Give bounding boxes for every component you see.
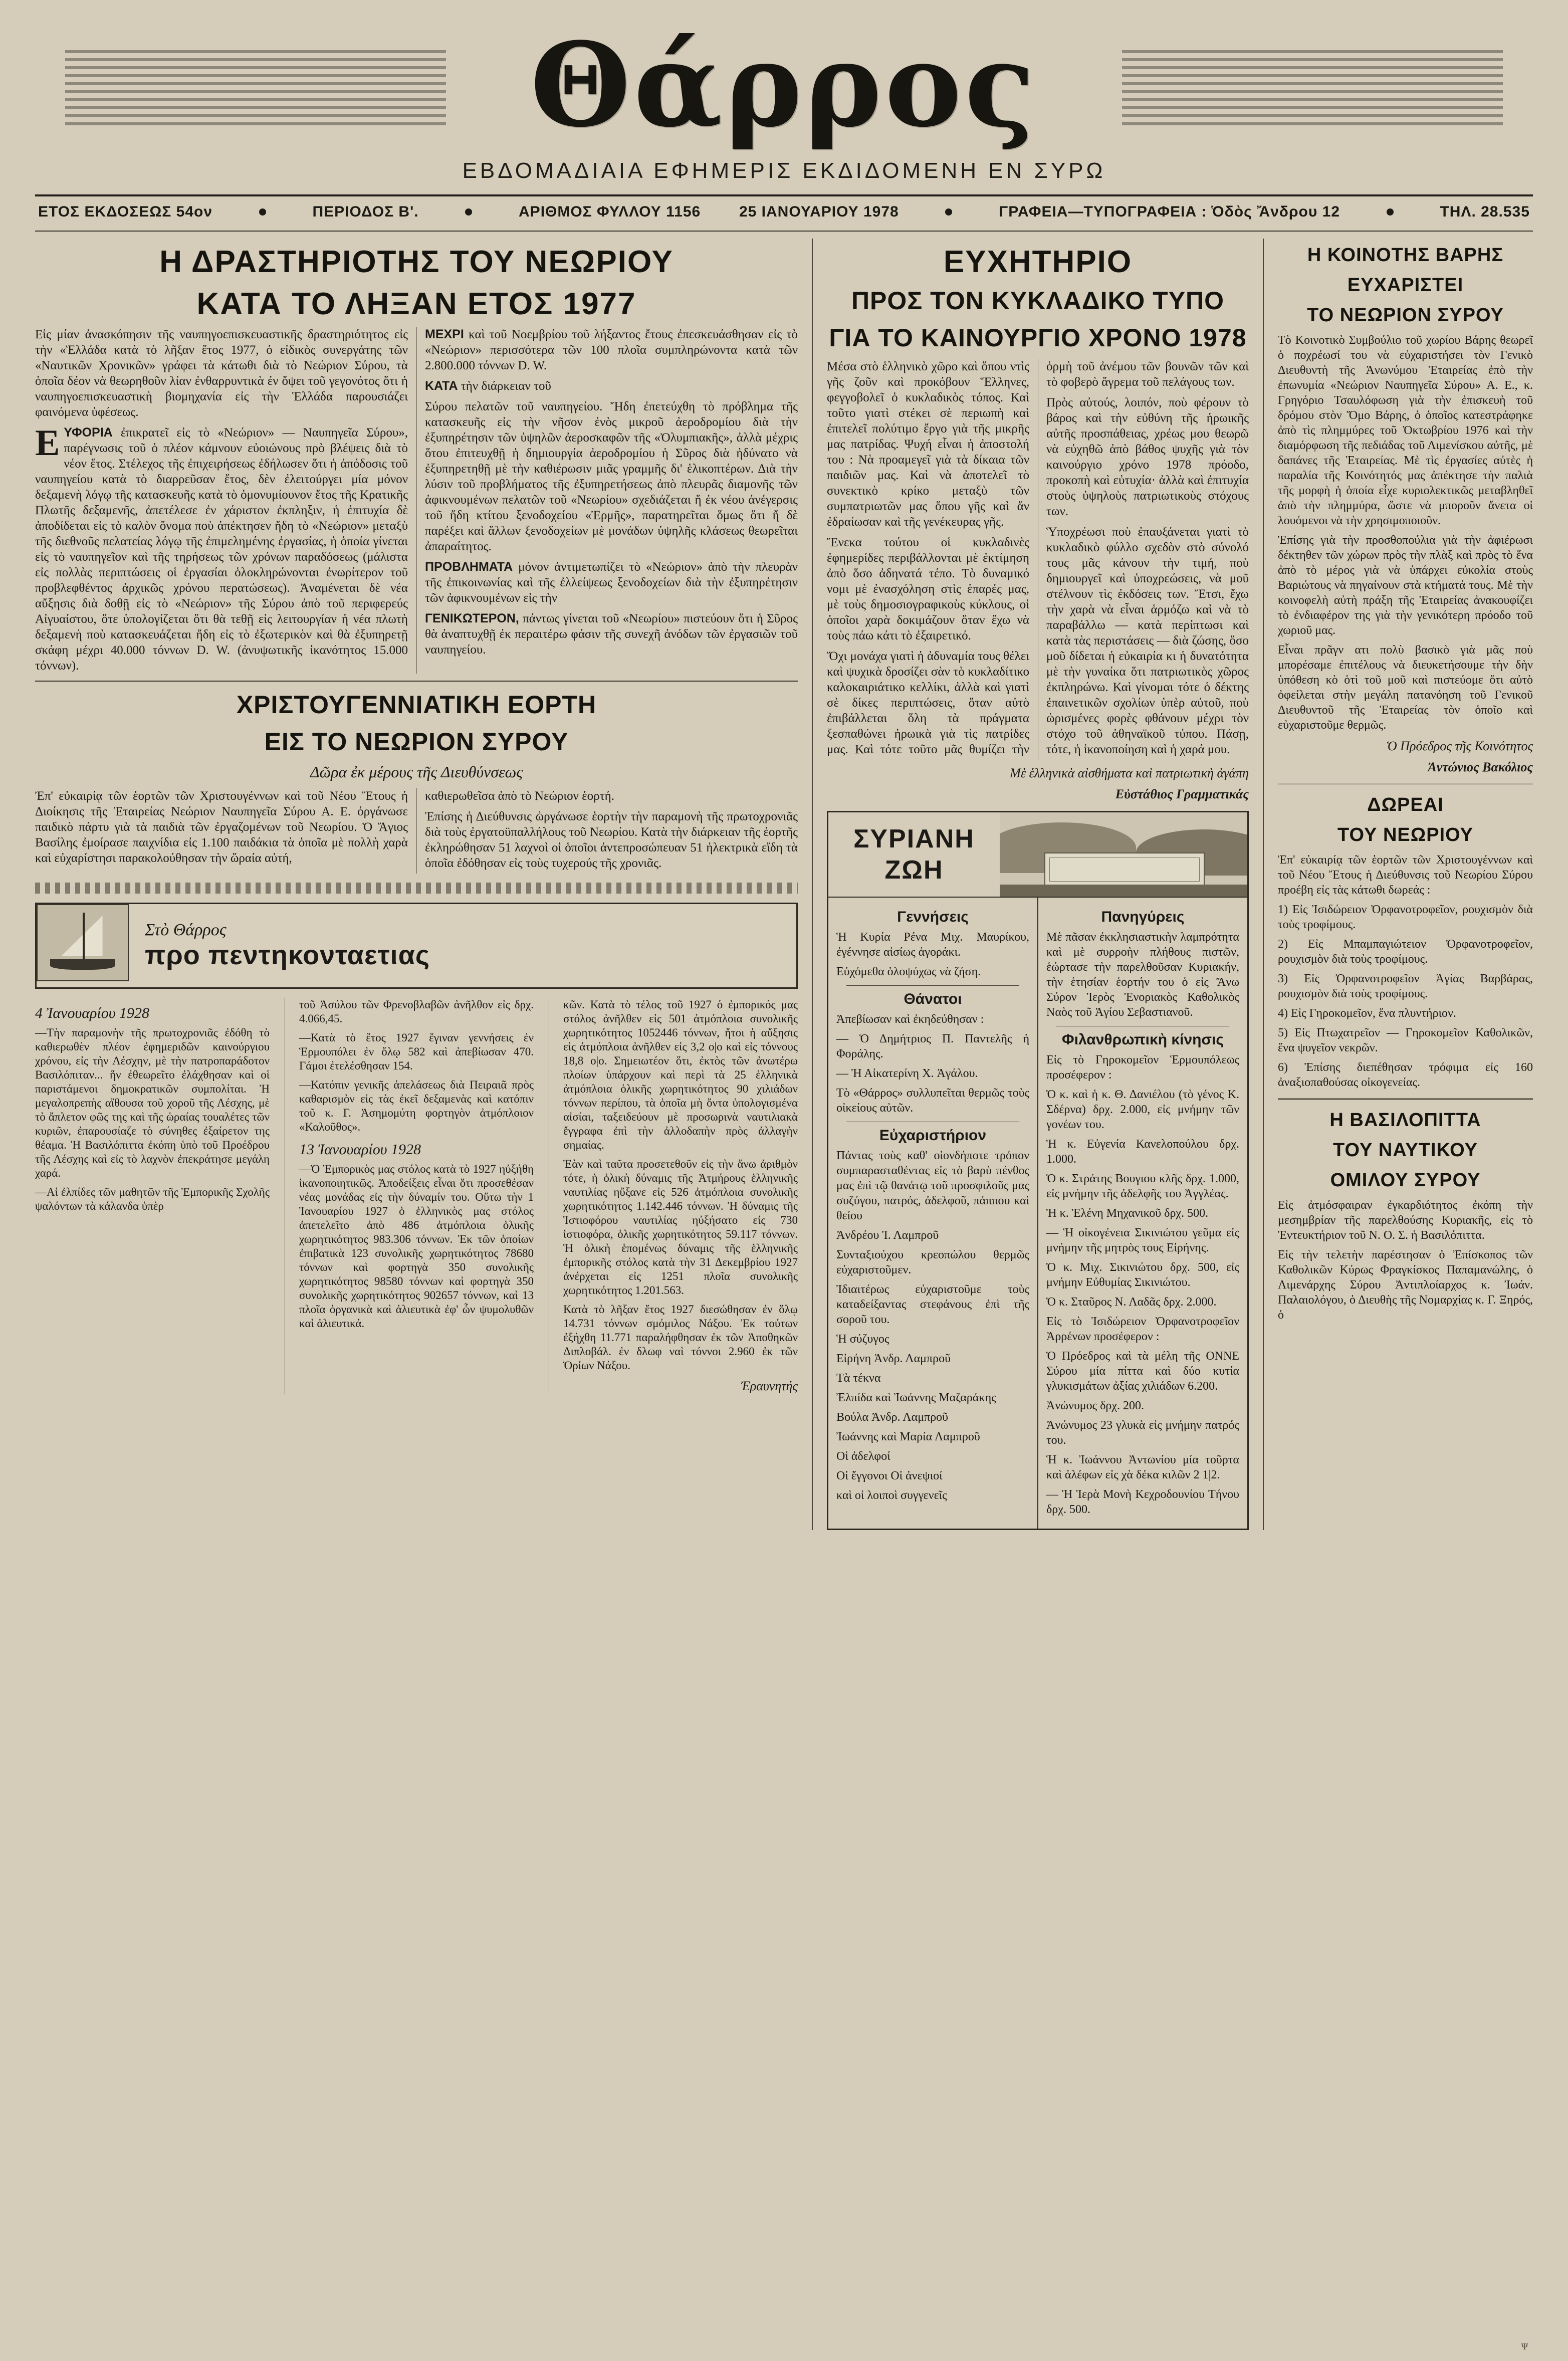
thanks-p1: Πάντας τοὺς καθ' οἱονδήποτε τρόπον συμπαρασταθέντας εἰς τὸ βαρὺ πένθος μας ἐπὶ τῷ θανάτῳ τοῦ προσφιλοῦς μας συζύγου, πατρός, ἀδελφοῦ, πάππου καὶ θείου <box>836 1149 1029 1222</box>
charity-p12: Ἀνώνυμος 23 γλυκὰ εἰς μνήμην πατρός του. <box>1046 1419 1239 1447</box>
thanks-p10: Ἰωάννης καὶ Μαρία Λαμπροῦ <box>836 1430 980 1443</box>
charity-p3: Ἡ κ. Εὐγενία Κανελοπούλου δρχ. 1.000. <box>1046 1138 1239 1166</box>
charity-head: Φιλανθρωπικὴ κίνησις <box>1062 1031 1224 1048</box>
retro-c1-p1: —Τὴν παραμονὴν τῆς πρωτοχρονιᾶς ἐδόθη τὸ καθιερωθὲν πλέον ἐφημεριδῶν καινούργιου χρόνου, εἰς τὴν Λέσχην, μὲ τὴν πατροπαράδοτον Βασιλόπιταν... ἥν ἐθεωρεῖτο ἐλάχθησαν καὶ οἱ παριστάμενοι δημοκρατικῶν συμπολίται. Ἡ μεγαλοπρεπὴς αἴθουσα τοῦ χοροῦ τῆς Λέσχης, μὲ τὸ ἄπλετον φῶς της καὶ τῆς ὡραίας τουαλέτες τῶν κυριῶν, ἐπαρουσίαζε τὸ σύνηθες ἐξαίρετον της θέαμα. Ἡ Βασιλόπιττα ἐκόπη ὑπὸ τοῦ Προέδρου τῆς Λέσχης καὶ εἰς τὸ λαχνὸν ἐπεκράτησε μεγάλη χαρά. <box>35 1026 270 1179</box>
lead-headline-line2: ΚΑΤΑ ΤΟ ΛΗΞΑΝ ΕΤΟΣ 1977 <box>196 287 636 321</box>
fairs-p1: Μὲ πᾶσαν ἐκκλησιαστικὴν λαμπρότητα καὶ μὲ συρροὴν πλήθους πιστῶν, ἑώρτασε τὴν παρελθοῦσαν Κυριακήν, τὴν ἑτησίαν ἑορτήν του ὁ εἰς Ἄνω Σύρον Ἱερὸς Ἐνοριακὸς Καθολικὸς Ναὸς τοῦ Ἁγίου Σεβαστιανοῦ. <box>1046 931 1239 1019</box>
newspaper-subtitle: ΕΒΔΟΜΑΔΙΑΙΑ ΕΦΗΜΕΡΙΣ ΕΚΔΙΔΟΜΕΝΗ ΕΝ ΣΥΡΩ <box>462 158 1106 183</box>
donation-item: 6) Ἐπίσης διεπέθησαν τρόφιμα εἰς 160 ἀναξιοπαθούσας οἰκογενείας. <box>1278 1061 1533 1089</box>
wishes-p2: Ἔνεκα τούτου οἱ κυκλαδινὲς ἐφημερίδες περιβάλλονται μὲ ἐκτίμηση ἀπὸ ὅσο ἀδηνατά τέπο. Τὸ δυναμικό νομι μὲ ἐνασχόληση στὶς ἑπαρές μας, μὲ τοὺς δημοσιογραφικοὺς κύκλους, οἱ ὁποῖοι χαρὰ δοκιμάζουν ὅταν ἔχω νὰ τοὺς πάω κάτι τὸ ἐξαιρετικό. <box>827 536 1029 642</box>
thanks-p4: Ἰδιαιτέρως εὐχαριστοῦμε τοὺς καταδείξαντας στεφάνους ἐπὶ τῆς σοροῦ του. <box>836 1283 1029 1326</box>
charity-p5: Ἡ κ. Ἑλένη Μηχανικοῦ δρχ. 500. <box>1046 1207 1209 1220</box>
lead-p2 <box>35 422 408 674</box>
lead-p4-text: τὴν διάρκειαν τοῦ <box>461 379 551 393</box>
syriani-zoi-section <box>827 811 1249 1530</box>
lead-headline-line1: Η ΔΡΑΣΤΗΡΙΟΤΗΣ ΤΟΥ ΝΕΩΡΙΟΥ <box>159 245 674 279</box>
donation-item: 1) Εἰς Ἰσιδώρειον Ὀρφανοτροφεῖον, ρουχισμὸν διὰ τοὺς τροφίμους. <box>1278 903 1533 931</box>
thanks-p11: Οἱ ἀδελφοί <box>836 1450 890 1463</box>
wishes-p5: Ὑποχρέωσι ποὺ ἐπαυξάνεται γιατὶ τὸ κυκλαδικὸ φύλλο σχεδὸν στὸ σύνολό τους μᾶς κάνουν τὴν τιμή, ποὺ δημιουργεῖ καὶ ὑποχρεώσεις, νὰ μοῦ στέλνουν τὶς ἐκδόσεις των. Ἔτσι, ἔχω τὴν χαρὰ νὰ εἶναι ἁρμόζω καὶ νὰ τὸ παραβάλλω — κατὰ περίπτωσι καὶ κατὰ τὰς περιστάσεις — διὰ ζώσης, ὅσο μοῦ δίδεται ἡ εὐκαιρία κι ἡ δυνατότητα μὲ τὴν γυναίκα ὅτι πατριωτικὸς χῶρος ἐκπληρώνω. Καὶ γίνομαι τότε ὁ δέκτης ἐπαινετικῶν σχολίων ὑπὲρ αὐτοῦ, ποὺ ὡρισμένες φορὲς φθάνουν μέχρι τὸν στόχο τοῦ ἀθηναϊκοῦ τύπου. Πάσῃ, τότε, ἡ ἱκανοποίηση καὶ ἡ χαρά μου. <box>1046 525 1249 756</box>
wishes-sign-line: Μὲ ἑλληνικὰ αἰσθήματα καὶ πατριωτικὴ ἀγάπη <box>1010 766 1249 780</box>
lead-p3-label: ΜΕΧΡΙ <box>425 327 464 341</box>
donation-item: 3) Εἰς Ὀρφανοτροφεῖον Ἁγίας Βαρβάρας, ρουχισμὸν διὰ τοὺς τροφίμους. <box>1278 972 1533 1000</box>
main-content <box>35 239 1533 1530</box>
issue-period: ΠΕΡΙΟΔΟΣ Β'. <box>312 203 419 220</box>
christmas-subhead: Δῶρα ἐκ μέρους τῆς Διευθύνσεως <box>310 763 523 781</box>
thanks-p3: Συνταξιούχου κρεοπώλου θερμῶς εὐχαριστοῦμεν. <box>836 1248 1029 1276</box>
sailing-ship-icon <box>37 904 129 981</box>
retro-col-2 <box>285 998 534 1394</box>
charity-p1: Εἰς τὸ Γηροκομεῖον Ἑρμουπόλεως προσέφερον : <box>1046 1053 1239 1082</box>
syriani-title-line1: ΣΥΡΙΑΝΗ <box>853 824 975 853</box>
thanks-p9: Βούλα Ἀνδρ. Λαμπροῦ <box>836 1411 949 1424</box>
lead-p7-label: ΓΕΝΙΚΩΤΕΡΟΝ, <box>425 611 519 625</box>
retro-date-2: 13 Ἰανουαρίου 1928 <box>299 1141 421 1158</box>
wishes-p3: Ὅχι μονάχα γιατὶ ἡ ἀδυναμία τους θέλει καὶ ψυχικὰ δροσίζει σὰν τὸ κυκλαδίτικο καλοκαιριάτικο κελλίκι, ἀλλὰ καὶ γιατὶ σὲ δίκες περιπτώσεις, ὅταν αὐτὸ ἐπιβάλλεται ὅλη τὰ πράγματα ξεσπαθώνει ἡρωικὰ γιὰ τὶς πατρίδες μας. Καὶ τότε τοῦτο μᾶς θυμίζει τὴν ὁρμὴ τοῦ ἀνέμου τῶν βουνῶν τῶν καὶ τὸ φοβερὸ ἄγρεμα τοῦ πελάγους των. <box>827 360 1249 756</box>
masthead-rule-thin <box>35 231 1533 232</box>
retro-c3-p3: Κατὰ τὸ λῆξαν ἔτος 1927 διεσώθησαν ἐν ὅλῳ 14.731 τόννων σμόμιλος Νάξου. Ἐκ τούτων ἐξήχθη 11.771 παραλήφθησαν ἐκ τῶν Ἀποθηκῶν Διπλοβάλ. ἐν δλωφ ναὶ τόννοι 2.960 ἐκ τῶν Ὁρίων Νάξου. <box>563 1303 798 1372</box>
deaths-p3: — Ἡ Αἰκατερίνη Χ. Ἀγάλου. <box>836 1067 978 1080</box>
thanks-p8: Ἐλπίδα καὶ Ἰωάννης Μαζαράκης <box>836 1391 996 1404</box>
varis-signature-name: Ἀντώνιος Βακόλιος <box>1428 760 1533 774</box>
wishes-p1: Μέσα στὸ ἑλληνικὸ χῶρο καὶ ὅπου ντὶς γῆς ζοῦν καὶ προκόβουν Ἕλληνες, φεγγοβολεῖ ὁ κυκλαδικὸς τόπος. Καὶ τοῦτο γιατὶ στέκει σὲ περιωπὴ καὶ ἐπιτελεῖ πολύτιμο ἔργο γιὰ τῆς μικρῆς μας πατρίδας. Ψυχή εἶναι ἡ ἀποστολή του : Νὰ προαμεγεῖ γιὰ τὰ δίκαια τῶν παιδιῶν μας. Καὶ νὰ ἀποτελεῖ τὸ συνεκτικὸ κρίκο μεταξὺ τῶν συμπατριωτῶν μας ὅπου γῆς καὶ ἄν ἐδραίωσαν καὶ τῆς γενέκευρας γῆς. <box>827 360 1029 529</box>
column-left <box>35 239 812 1530</box>
wishes-headline-line3: ΓΙΑ ΤΟ ΚΑΙΝΟΥΡΓΙΟ ΧΡΟΝΟ 1978 <box>829 324 1247 352</box>
donation-item: 5) Εἰς Πτωχατρεῖον — Γηροκομεῖον Καθολικῶν, ἕνα ψυγεῖον νεκρῶν. <box>1278 1026 1533 1054</box>
thanks-p2: Ἀνδρέου Ἰ. Λαμπροῦ <box>836 1229 939 1242</box>
charity-p6: — Ἡ οἰκογένεια Σικινιώτου γεῦμα εἰς μνήμην τῆς μητρὸς τους Εἰρήνης. <box>1046 1226 1239 1254</box>
masthead <box>35 20 1533 185</box>
bullet-icon <box>465 208 472 216</box>
vasilopitta-p1: Εἰς ἀτμόσφαιραν ἐγκαρδιότητος ἐκόπη τὴν μεσημβρίαν τῆς παρελθούσης Κυριακῆς, εἰς τὸ Ἐντευκτήριον τοῦ Ν. Ο. Σ. ἡ Βασιλόπιττα. <box>1278 1199 1533 1242</box>
varis-headline-line1: Η ΚΟΙΝΟΤΗΣ ΒΑΡΗΣ <box>1307 245 1504 266</box>
christmas-p2: καθιερωθεῖσα ἀπὸ τὸ Νεώριον ἑορτή. <box>425 789 615 803</box>
issue-number: ΑΡΙΘΜΟΣ ΦΥΛΛΟΥ 1156 <box>519 203 701 220</box>
varis-headline-line3: ΤΟ ΝΕΩΡΙΟΝ ΣΥΡΟΥ <box>1307 305 1504 326</box>
charity-p8: Ὁ κ. Σταῦρος Ν. Λαδᾶς δρχ. 2.000. <box>1046 1296 1217 1309</box>
vasilopitta-p2: Εἰς τὴν τελετὴν παρέστησαν ὁ Ἐπίσκοπος τῶν Καθολικῶν Κύρως Φραγκίσκος Παπαμανώλης, ὁ Λιμενάρχης Σύρου Ἀντιπλοίαρχος κ. Ἰωάν. Παλαιολόγου, ὁ Διευθὴς τῆς Νομαρχίας κ. Γ. Ξηρός, ὁ <box>1278 1248 1533 1322</box>
column-right <box>1263 239 1533 1530</box>
christmas-article-body <box>35 788 798 874</box>
retro-c2-p3: —Ὁ Ἐμπορικὸς μας στόλος κατὰ τὸ 1927 ηὐξήθη ἱκανοποιητικῶς. Ἀποδείξεις εἶναι ὅτι προσεθέσαν νέας μονάδας εἰς τὴν δύναμίν του. Οὕτω τὴν 1 Ἰανουαρίου 1927 ὁ ἑλληνικὸς μας στόλος ἀπετελεῖτο ἀπὸ 486 ἀτμόπλοια ὁλικῆς χωρητικότητος 983.306 τόννων. Ἐκ τῶν ὁποίων ἐπιβατικὰ 123 συνολικῆς χωρητικότητος 78680 τόννων καὶ φορτηγὰ 350 συνολικῆς χωρητικότητος 98580 τόννων καὶ φορτηγὰ 350 συνολικῆς χωρητικότητος 902657 τόννων, καὶ 13 πλοῖα ὀργανικὰ καὶ ἀλιευτικὰ ἐφ' ὧν ψυμολυθῶν καὶ ἀλιευτικά. <box>299 1163 534 1330</box>
deaths-p1: Ἀπεβίωσαν καὶ ἐκηδεύθησαν : <box>836 1013 984 1026</box>
retro-columns <box>35 998 798 1394</box>
wishes-signature: Εὐστάθιος Γραμματικάς <box>1115 787 1249 801</box>
retro-col-1 <box>35 998 270 1394</box>
syriani-title-line2: ΖΩΗ <box>884 855 944 885</box>
syriani-col-left <box>828 898 1037 1529</box>
charity-p14: — Ἡ Ἱερὰ Μονὴ Κεχροδουνίου Τήνου δρχ. 500. <box>1046 1488 1239 1516</box>
thanks-head: Εὐχαριστήριον <box>879 1127 987 1144</box>
charity-p7: Ὁ κ. Μιχ. Σικινιώτου δρχ. 500, εἰς μνήμην Εὐθυμίας Σικινιώτου. <box>1046 1261 1239 1289</box>
thanks-p5: Ἡ σύζυγος <box>836 1333 889 1346</box>
retro-c3-p1: κῶν. Κατὰ τὸ τέλος τοῦ 1927 ὁ ἐμπορικός μας στόλος ἀνῆλθεν εἰς 501 ἀτμόπλοια συνολικῆς χωρητικότητος 1052446 τόννων, ἤτοι ἡ αὔξησις εἰς ἀτμόπλοια ἀνῆλθεν εἰς 3,2 ο|ο καὶ εἰς τόννους 18,8 ο|ο. Σημειωτέον ὅτι, ἐκτὸς τῶν ἀνωτέρω πλοίων ὑπάρχουν καὶ περὶ τὰ 25 ἑλληνικὰ ἀτμόπλοια ὁλικῆς χωρητικότητος 90 χιλιάδων τόννων περίπου, τὰ ὁποῖα μὴ ὄντα ὑπολογισμένα αἰσίαι, ταξειδεύουν μὲ προσωρινὰ ναυτιλιακὰ ἔγγραφα ἐπὶ τὴν ἀλλοδαπὴν πρὸς ἀλλαγὴν σημαίας. <box>563 998 798 1151</box>
retro-box-top: Στὸ Θάρρος <box>145 921 227 939</box>
deaths-head: Θάνατοι <box>904 991 962 1007</box>
bullet-icon <box>259 208 266 216</box>
retro-date-1: 4 Ἰανουαρίου 1928 <box>35 1005 150 1021</box>
wishes-headline-line1: ΕΥΧΗΤΗΡΙΟ <box>943 245 1133 279</box>
lead-p3 <box>425 327 798 373</box>
lead-p7-text: πάντως γίνεται τοῦ «Νεωρίου» πιστεύουν ὅτι ἡ Σῦρος θὰ ἀναπτυχθῇ ἐκ περαιτέρω φάσιν τῆς συνεχῆ ἀνόδων τῶν ἐργασιῶν τοῦ ναυπηγείου. <box>425 612 798 657</box>
lead-p6-label: ΠΡΟΒΛΗΜΑΤΑ <box>425 560 513 574</box>
charity-p10: Ὁ Πρόεδρος καὶ τὰ μέλη τῆς ΟΝΝΕ Σύρου μία πίττα καὶ δύο κυτία γλυκισμάτων ἀξίας χιλιάδων 6.200. <box>1046 1350 1239 1393</box>
births-p1: Ἡ Κυρία Ρένα Μιχ. Μαυρίκου, ἐγέννησε αἰσίως ἀγοράκι. <box>836 931 1029 959</box>
thanks-p12: Οἱ ἔγγονοι Οἱ ἀνεψιοί <box>836 1469 943 1482</box>
divider <box>846 985 1019 986</box>
births-head: Γεννήσεις <box>897 909 969 925</box>
lead-p2-label: ΕΥΦΟΡΙΑ <box>35 422 113 464</box>
issue-year: ΕΤΟΣ ΕΚΔΟΣΕΩΣ 54ον <box>38 203 213 220</box>
christmas-p3: Ἐπίσης ἡ Διεύθυνσις ὠργάνωσε ἑορτὴν τὴν παραμονὴ τῆς πρωτοχρονιᾶς διὰ τοὺς ἐργατοϋπαλλήλους τοῦ Νεωρίου. Κατὰ τὴν διάρκειαν τῆς ἑορτῆς ἐκληρώθησαν 51 λαχνοὶ οἱ ὁποῖοι ἀντεπροσώπευαν 51 ἠλεκτρικὰ εἴδη τὰ ὁποῖα ἐδόθησαν εἰς τοὺς τυχερούς τῆς χρονιᾶς. <box>425 810 798 870</box>
donations-headline-line2: ΤΟΥ ΝΕΩΡΙΟΥ <box>1337 824 1473 845</box>
issue-phone: ΤΗΛ. 28.535 <box>1440 203 1530 220</box>
retro-c2-p0: τοῦ Ἀσύλου τῶν Φρενοβλαβῶν ἀνῆλθον εἰς δρχ. 4.066,45. <box>299 998 534 1025</box>
retro-c1-p2: —Αἱ ἐλπίδες τῶν μαθητῶν τῆς Ἐμπορικῆς Σχολῆς ψαλόντων τὰ κάλανδα ὑπὲρ <box>35 1186 270 1212</box>
page-footer-mark: Ψ <box>1521 2341 1528 2351</box>
varis-p3: Εἶναι πρᾶγν ατι πολὺ βασικὸ γιὰ μᾶς ποὺ μπορέσαμε ἐπιτέλους νὰ διευκετήσουμε τὴν δὴν ὑπόθεση κὸ ὁτὶ τοῦ μοῦ καὶ πιστεύομε ὅτι αὐτὸ ὀφείλεται στὴν μεγάλη πατανόηση τοῦ Γενικοῦ Διευθυντοῦ τῆς Ἑταιρείας τὸν ὁποῖο καὶ εὐχαριστοῦμε θερμῶς. <box>1278 643 1533 732</box>
births-p2: Εὐχόμεθα ὁλοψύχως νὰ ζήση. <box>836 965 981 978</box>
retro-signature: Ἐραυνητής <box>741 1379 798 1393</box>
retro-box-title: προ πεντηκονταετιας <box>145 940 430 970</box>
charity-p4: Ὁ κ. Στράτης Βουγιου κλῆς δρχ. 1.000, εἰς μνήμην τῆς ἀδελφῆς του Ἀγγλέας. <box>1046 1172 1239 1200</box>
thanks-p13: καὶ οἱ λοιποὶ συγγενεῖς <box>836 1489 947 1502</box>
retro-c2-p2: —Κατόπιν γενικῆς ἀπελάσεως διὰ Πειραιᾶ πρὸς καθαρισμὸν εἰς τὰς ἐκεῖ δεξαμενὰς καὶ κατόπιν τοῦ κ. Γ. Ἀσημομύτη φορτηγὸν ἀτμόπλοιον «Καλοῦθος». <box>299 1079 534 1133</box>
donation-item: 2) Εἰς Μπαμπαγιώτειον Ὀρφανοτροφεῖον, ρουχισμὸν διὰ τοὺς τροφίμους. <box>1278 938 1533 966</box>
deaths-p4: Τὸ «Θάρρος» συλλυπεῖται θερμῶς τοὺς οἰκείους αὐτῶν. <box>836 1087 1029 1115</box>
lead-article-body <box>35 327 798 674</box>
lead-p7 <box>425 611 798 658</box>
retro-col-3 <box>549 998 798 1394</box>
vasilopitta-headline-line3: ΟΜΙΛΟΥ ΣΥΡΟΥ <box>1330 1170 1481 1191</box>
varis-headline-line2: ΕΥΧΑΡΙΣΤΕΙ <box>1347 275 1464 296</box>
retro-c2-p1: —Κατὰ τὸ ἔτος 1927 ἔγιναν γεννήσεις ἐν Ἑρμουπόλει ἐν ὅλῳ 582 καὶ ἀπεβίωσαν 470. Γάμοι ἐτελέσθησαν 154. <box>299 1031 534 1072</box>
vasilopitta-headline-line1: Η ΒΑΣΙΛΟΠΙΤΤΑ <box>1329 1110 1481 1131</box>
donations-headline-line1: ΔΩΡΕΑΙ <box>1367 794 1444 815</box>
donations-intro: Ἐπ' εὐκαιρίᾳ τῶν ἑορτῶν τῶν Χριστουγέννων καὶ τοῦ Νέου Ἔτους ἡ Διεύθυνσις τοῦ Νεωρίου Σύρου προέβη εἰς τὰς κάτωθι δωρεάς : <box>1278 853 1533 897</box>
syriani-col-right <box>1037 898 1247 1529</box>
lead-p6-text: μόνον ἀντιμετωπίζει τὸ «Νεώριον» ἀπὸ τὴν πλευρὰν τῆς ἐπικοινωνίας καὶ τῆς ἐλλείψεως ξενοδοχείων διὰ τὴν ἐξυπηρέτησιν τῶν ἀφικνουμένων εἰς τὴν <box>425 560 798 605</box>
divider <box>35 681 798 682</box>
christmas-p1: Ἐπ' εὐκαιρίᾳ τῶν ἑορτῶν τῶν Χριστουγέννων καὶ τοῦ Νέου Ἔτους ἡ Διοίκησις τῆς Ἑταιρείας Νεώριον Ναυπηγεῖα Σύρου Α. Ε. ὀργάνωσε παιδικὸ πάρτυ γιὰ τὰ παιδιὰ τῶν ἐργαζομένων τοῦ Νεωρίου. Ὁ Ἅγιος Βασίλης ἐμοίρασε παιχνίδια εἰς 1.100 παιδάκια τὰ ὁποῖα μὲ πολλὴ χαρὰ καὶ εὐχαρίστησι παρακολούθησαν τὴν ὥραία αὐτή, <box>35 789 408 865</box>
charity-p11: Ἀνώνυμος δρχ. 200. <box>1046 1399 1145 1412</box>
varis-signature-role: Ὁ Πρόεδρος τῆς Κοινότητος <box>1386 739 1533 753</box>
fairs-head: Πανηγύρεις <box>1101 909 1185 925</box>
issue-offices: ΓΡΑΦΕΙΑ—ΤΥΠΟΓΡΑΦΕΙΑ : Ὁδὸς Ἄνδρου 12 <box>999 203 1340 220</box>
christmas-headline-line1: ΧΡΙΣΤΟΥΓΕΝΝΙΑΤΙΚΗ ΕΟΡΤΗ <box>236 691 597 719</box>
wave-divider <box>35 883 798 894</box>
wishes-headline-line2: ΠΡΟΣ ΤΟΝ ΚΥΚΛΑΔΙΚΟ ΤΥΠΟ <box>851 287 1225 315</box>
lead-p5: Σύρου πελατῶν τοῦ ναυπηγείου. Ἤδη ἐπετεύχθη τὸ πρόβλημα τῆς κατασκευῆς εἰς τὴν νῆσον ἑνὸς μικροῦ ἀεροδρομίου διὰ τὴν ἐξυπηρέτησιν τῶν ὑψηλῶν ἀεροσκαφῶν τῆς «Ὀλυμπιακῆς», ἀλλὰ μέχρις ὅτου ἐπιτευχθῇ ἡ δημιουργία ἀεροδρομίου ἡ Σῦρος διὰ ἠδύνατο νὰ ἐξυπηρετηθῇ μὲ τὴν καθιέρωσιν μιᾶς γραμμῆς δι' ἑλικοπτέρων. Διὰ τὴν λύσιν τοῦ προβλήματος τῆς ἐξυπηρετήσεως ἀπὸ πλευρᾶς διαμονῆς τῶν ἀφικνουμένων πελατῶν τοῦ «Νεωρίου» σχεδιάζεται ἤ ἐκ νέου ἀνέγερσις τοῦ ἤδη κτίτου ξενοδοχείου «Ἑρμῆς», παρατηρεῖται ὅμως ὅτι ἤ δὲ παρέξει καὶ ἄλλων ξενοδοχείων μὲ μονάδων ὑψηλῆς κλάσεως θεωρεῖται ἀπαραίτητος. <box>425 400 798 553</box>
issue-info-bar <box>35 196 1533 228</box>
lead-p1: Εἰς μίαν ἀνασκόπησιν τῆς ναυπηγοεπισκευαστικῆς δραστηριότητος εἰς τὴν «Ἑλλάδα κατὰ τὸ λῆξαν ἔτος 1977, ὁ εἰδικὸς συνεργάτης τῶν «Ναυτικῶν Χρονικῶν» γράφει τὰ κάτωθι διὰ τὸ Νεώριον Σύρου, τὰ ὁποῖα δέον νὰ θεωρηθοῦν λίαν ἐνθαρρυντικὰ ἐν ὄψει τοῦ γεγονότος ὅτι ἡ ναυπηγοεπισκευαστικὴ βιομηχανία εἰς τὴν Ἑλλάδα παρουσιάζει φαινόμενα ὑφέσεως. <box>35 328 408 419</box>
lead-p3-text: καὶ τοῦ Νοεμβρίου τοῦ λήξαντος ἔτους ἐπεσκευάσθησαν εἰς τὸ «Νεώριον» περισσότερα τῶν 100 πλοῖα συμπληρώνοντα κατὰ τῶν 2.800.000 τόννων D. W. <box>425 328 798 372</box>
varis-p1: Τὸ Κοινοτικὸ Συμβούλιο τοῦ χωρίου Βάρης θεωρεῖ ὁ ποχρέωσί του νὰ εὐχαριστήσει τὸν Γενικὸ Διευθυντὴ τῆς Ἀνωνύμου Ἑταιρείας ἐπὸ τὴν ἐπωνυμία «Νεώριον Ναυπηγεῖα Σύρου» Α. Ε., κ. Γρηγόριο Τσαυλόφωση γιὰ τὴν ἐπισκευὴ τοῦ δρόμου στὸν Ὅμο Βάρης, ὁ ὁποῖος κατεστράφηκε ἀπὸ τὶς πλημμύρες τοῦ Ὀκτωβρίου 1976 καὶ τὴν διαμόρφωση τῆς πεδιάδας τοῦ Λιμενίσκου αὐτῆς, μὲ δαπάνες τῆς Ἑταιρείας. Μὲ τὶς ἐργασίες αὐτὲς ἡ παραλία τῆς Κοινότητός μας ἀπέκτησε τὴν παλιὰ τῆς μορφὴ ἡ ὁποία εἶχε κυριολεκτικῶς μεταβληθεῖ ἀπὸ τὴν πλημμύρα, ὥστε νὰ μποροῦν ἄνετα οἱ λουόμενοι νὰ τὴν χρησιμοποιοῦν. <box>1278 334 1533 527</box>
syros-landscape-illustration <box>1000 812 1247 897</box>
lead-p6 <box>425 559 798 606</box>
thanks-p6: Εἰρήνη Ἀνδρ. Λαμπροῦ <box>836 1352 951 1365</box>
syriani-title <box>828 812 1000 897</box>
deaths-p2: — Ὁ Δημήτριος Π. Παντελῆς ἡ Φοράλης. <box>836 1032 1029 1060</box>
varis-p2: Ἐπίσης γιὰ τὴν προσθοπούλια γιὰ τὴν ἀφιέρωσι δέκτηθεν τῶν χώρων πρὸς τὴν πλὰξ καὶ πρὸς τὸ ἕνα ἀπὸ τὸ μέρος γιὰ νὰ ὑπάρχει εὐκολία στοὺς Βαριώτους νὰ πηγαίνουν στὰ κτήματά τους. Μὲ τὴν κοινοφελὴ αὐτὴ πράξη τῆς Ἑταιρείας ἀνακουφίζει τὸ ἐνδιαφέρον της γιὰ τὴν γενικότερη πρόοδο τοῦ χωριοῦ μας. <box>1278 534 1533 637</box>
charity-p13: Ἡ κ. Ἰωάννου Ἀντωνίου μία τοῦρτα καὶ ἀλέφων εἰς χὰ δέκα κιλῶν 2 1|2. <box>1046 1453 1239 1481</box>
vasilopitta-headline-line2: ΤΟΥ ΝΑΥΤΙΚΟΥ <box>1332 1140 1478 1161</box>
column-middle <box>812 239 1263 1530</box>
christmas-headline-line2: ΕΙΣ ΤΟ ΝΕΩΡΙΟΝ ΣΥΡΟΥ <box>264 728 569 756</box>
divider <box>1278 1098 1533 1100</box>
issue-date: 25 ΙΑΝΟΥΑΡΙΟΥ 1978 <box>739 203 899 220</box>
retro-c3-p2: Ἐὰν καὶ ταῦτα προσετεθοῦν εἰς τὴν ἄνω ἀριθμὸν τότε, ἡ ὁλικὴ δύναμις τῆς Ἀτμήρους ἑλληνικῆς ναυτιλίας ηὔξανε εἰς 526 ἀτμόπλοια συνολικῆς χωρητικότητος 1.142.446 τόννων. Ἡ δύναμις τῆς Ἱστιοφόρου ναυτιλίας ηὐξήσατο εἰς 730 ἱστιοφόρα, ὁλικῆς χωρητικότητος 59.117 τόννων. Ἡ ὁλικὴ ἑπομένως δύναμις τῆς ἑλληνικῆς ἐμπορικῆς στόλος κατὰ τὴν 31 Δεκεμβρίου 1927 ἀνέρχεται εἰς 1251 πλοῖα συνολικῆς χωρητικότητος 1.201.563. <box>563 1158 798 1297</box>
retrospective-box <box>35 903 798 989</box>
thanks-p7: Τὰ τέκνα <box>836 1372 881 1385</box>
newspaper-title: Θάρρος <box>530 18 1038 153</box>
donation-item: 4) Εἰς Γηροκομεῖον, ἕνα πλυντήριον. <box>1278 1007 1456 1020</box>
charity-p9: Εἰς τὸ Ἰσιδώρειον Ὀρφανοτροφεῖον Ἀρρένων προσέφερον : <box>1046 1315 1239 1343</box>
lead-p4-label: ΚΑΤΑ <box>425 379 458 393</box>
charity-p2: Ὁ κ. καὶ ἡ κ. Θ. Δανιέλου (τὸ γένος Κ. Σδέρνα) δρχ. 2.000, εἰς μνήμην τῶν γονέων του. <box>1046 1088 1239 1131</box>
wishes-p4: Πρὸς αὐτούς, λοιπόν, ποὺ φέρουν τὸ βάρος καὶ τὴν εὐθύνη τῆς ἡρωικῆς αὐτῆς προσπάθειας, χρέως μου θεωρῶ νὰ εὐχηθῶ ἀπὸ βάθος ψυχῆς γιὰ τὸν καινούργιο χρόνο 1978 πρόοδο, προκοπὴ καὶ εὐτυχία· ἀλλὰ καὶ ἐπιτυχία στοὺς ὑψηλοὺς πατριωτικοὺς στόχους των. <box>1046 396 1249 518</box>
wishes-article-body <box>827 359 1249 760</box>
lead-p2-text: ἐπικρατεῖ εἰς τὸ «Νεώριον» — Ναυπηγεῖα Σύρου», παρέγνωσις τοῦ ὁ πλέον κάμνουν εὐοιώνους πρὸ βλέψεις διὰ τὸ νέον ἔτος. Στέλεχος τῆς ἐπιχειρήσεως ἐδήλωσεν ὅτι ἡ ἀπόδοσις τοῦ ναυπηγείου κατὰ τὸ διαρρεῦσαν ἔτος, δὲν ἐλειτούργει μία μόνον δεξαμενὴ λόγῳ τῆς κατασκευῆς κατὰ τὸ ὁμονυμίουνον ἔτος τῆς Κρατικῆς Πλωτῆς δεξαμενῆς, ἀπετέλεσε ἐν χάριστον ἐκπληξιν, ἡ ἐπιτυχία δὲ ἀποδίδεται εἰς τὸ καλὸν ὄνομα ποὺ ἀπέκτησεν ἤδη τὸ «Νεώριον» μεταξὺ τῆς διεθνοῦς πελατείας λόγῳ τῆς ἐπιμελημένης ἐργασίας, ἡ ὁποία γίνεται εἰς τὸ ναυπηγεῖον καὶ τῆς τηρήσεως τῶν χρόνων παραδόσεως (μάλιστα εἰς πολλὰς περιπτώσεις οἱ ἐργασίαι ὁλοκληρώνονται ἐνωρίτερον τοῦ προβλεφθέντος ἀρχικῶς χρόνου περατώσεως). Ἀναμένεται δὲ νέα αὔξησις διὰ δοθῇ εἰς τὸ «Νεώριον» τῆς Σύρου ἀπὸ τοῦ περιφερεύς Αἰγυαίστου, ὅτε ὑπολογίζεται ὅτι θὰ τεθῇ εἰς λειτουργίαν ἡ νέα πλωτὴ δεξαμενὴ ποὺ κατασκευάζεται ἤδη εἰς τὸ ἐξωτερικὸν καὶ θὰ ἐξυπηρετῇ σκάφη μέχρι 40.000 τόννων D. W. (ἀνυψωτικῆς ἱκανότητος 15.000 τόννων). <box>35 426 408 673</box>
lead-p4 <box>425 378 798 394</box>
bullet-icon <box>945 208 952 216</box>
bullet-icon <box>1387 208 1394 216</box>
divider <box>1278 783 1533 784</box>
